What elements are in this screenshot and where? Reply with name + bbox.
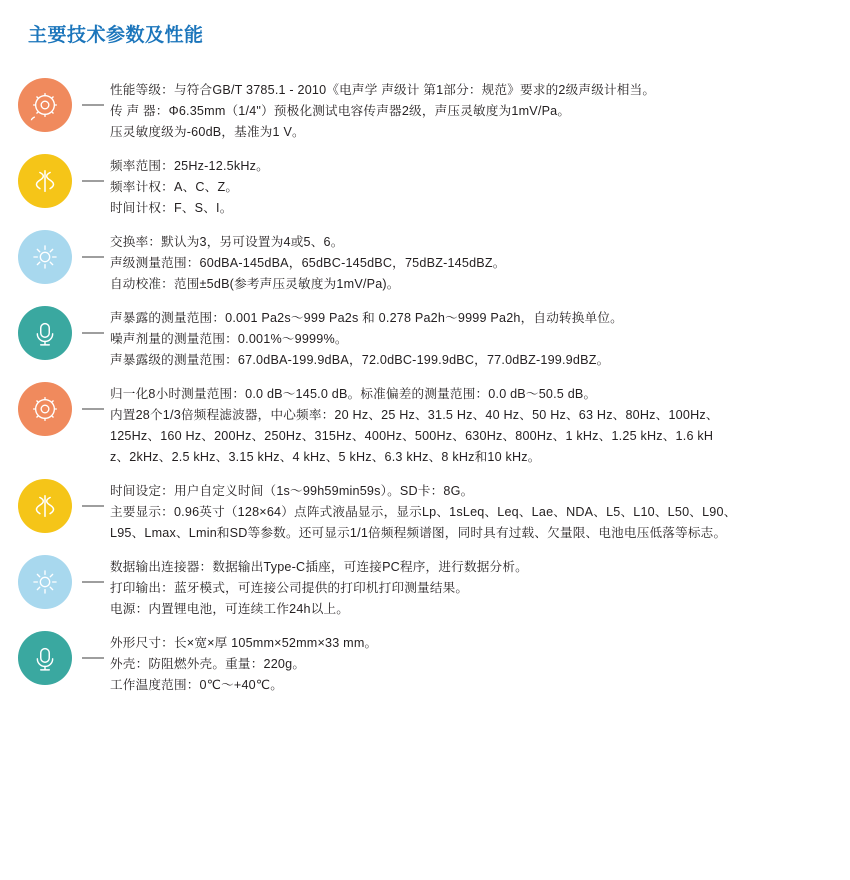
- spec-text: [110, 230, 850, 295]
- spec-line: 声暴露的测量范围：0.001 Pa2s～999 Pa2s 和 0.278 Pa2h～9999 Pa2h，自动转换单位。: [110, 311, 623, 325]
- icon-cell: [0, 631, 110, 685]
- icon-cell: [0, 78, 110, 132]
- spec-line: 工作温度范围：0℃～+40℃。: [110, 678, 283, 692]
- spec-row: [0, 555, 850, 620]
- spec-line: 时间计权：F、S、I。: [110, 201, 233, 215]
- spec-line: 传 声 器：Φ6.35mm（1/4"）预极化测试电容传声器2级，声压灵敏度为1mV/Pa。: [110, 104, 571, 118]
- spec-line: 内置28个1/3倍频程滤波器，中心频率：20 Hz、25 Hz、31.5 Hz、40 Hz、50 Hz、63 Hz、80Hz、100Hz、: [110, 408, 719, 422]
- gear-icon: [18, 382, 72, 436]
- spec-line: 噪声剂量的测量范围：0.001%～9999%。: [110, 332, 348, 346]
- spec-line: z、2kHz、2.5 kHz、3.15 kHz、4 kHz、5 kHz、6.3 kHz、8 kHz和10 kHz。: [110, 450, 541, 464]
- spec-row: [0, 78, 850, 143]
- icon-cell: [0, 154, 110, 208]
- sun-icon: [18, 555, 72, 609]
- spec-row: [0, 154, 850, 219]
- spec-row: [0, 230, 850, 295]
- spec-text: [110, 479, 850, 544]
- spec-row: [0, 631, 850, 696]
- spec-row: [0, 479, 850, 544]
- spec-line: 数据输出连接器：数据输出Type-C插座，可连接PC程序，进行数据分析。: [110, 560, 528, 574]
- sun-icon: [18, 230, 72, 284]
- spec-line: 归一化8小时测量范围：0.0 dB～145.0 dB。标准偏差的测量范围：0.0 dB～50.5 dB。: [110, 387, 597, 401]
- wave-icon: [18, 479, 72, 533]
- wave-icon: [18, 154, 72, 208]
- icon-cell: [0, 479, 110, 533]
- connector-dash: [82, 505, 104, 507]
- spec-line: 外形尺寸：长×宽×厚 105mm×52mm×33 mm。: [110, 636, 378, 650]
- spec-text: [110, 555, 850, 620]
- connector-dash: [82, 332, 104, 334]
- spec-line: 声暴露级的测量范围：67.0dBA-199.9dBA，72.0dBC-199.9dBC，77.0dBZ-199.9dBZ。: [110, 353, 610, 367]
- spec-text: [110, 306, 850, 371]
- icon-cell: [0, 306, 110, 360]
- spec-text: [110, 631, 850, 696]
- connector-dash: [82, 657, 104, 659]
- icon-cell: [0, 382, 110, 436]
- spec-text: [110, 382, 850, 468]
- spec-line: 主要显示：0.96英寸（128×64）点阵式液晶显示，显示Lp、1sLeq、Leq、Lae、NDA、L5、L10、L50、L90、: [110, 505, 737, 519]
- spec-line: 频率范围：25Hz-12.5kHz。: [110, 159, 269, 173]
- gear-icon: [18, 78, 72, 132]
- connector-dash: [82, 104, 104, 106]
- connector-dash: [82, 180, 104, 182]
- spec-line: 自动校准：范围±5dB(参考声压灵敏度为1mV/Pa)。: [110, 277, 400, 291]
- page-title: 主要技术参数及性能: [28, 25, 204, 46]
- spec-row: [0, 382, 850, 468]
- spec-line: 压灵敏度级为-60dB，基准为1 V。: [110, 125, 305, 139]
- spec-line: L95、Lmax、Lmin和SD等参数。还可显示1/1倍频程频谱图，同时具有过载、欠量限、电池电压低落等标志。: [110, 526, 727, 540]
- spec-line: 外壳：防阻燃外壳。重量：220g。: [110, 657, 306, 671]
- spec-line: 时间设定：用户自定义时间（1s～99h59min59s）。SD卡：8G。: [110, 484, 474, 498]
- spec-line: 交换率：默认为3，另可设置为4或5、6。: [110, 235, 344, 249]
- spec-list: [0, 78, 850, 707]
- spec-line: 125Hz、160 Hz、200Hz、250Hz、315Hz、400Hz、500Hz、630Hz、800Hz、1 kHz、1.25 kHz、1.6 kH: [110, 429, 714, 443]
- spec-text: [110, 154, 850, 219]
- spec-line: 声级测量范围：60dBA-145dBA，65dBC-145dBC，75dBZ-145dBZ。: [110, 256, 506, 270]
- spec-line: 打印输出：蓝牙模式，可连接公司提供的打印机打印测量结果。: [110, 581, 469, 595]
- mic-icon: [18, 306, 72, 360]
- spec-line: 性能等级：与符合GB/T 3785.1 - 2010《电声学 声级计 第1部分：规范》要求的2级声级计相当。: [110, 83, 656, 97]
- connector-dash: [82, 408, 104, 410]
- mic-icon: [18, 631, 72, 685]
- spec-line: 频率计权：A、C、Z。: [110, 180, 239, 194]
- connector-dash: [82, 581, 104, 583]
- connector-dash: [82, 256, 104, 258]
- spec-text: [110, 78, 850, 143]
- spec-line: 电源：内置锂电池，可连续工作24h以上。: [110, 602, 350, 616]
- icon-cell: [0, 230, 110, 284]
- icon-cell: [0, 555, 110, 609]
- spec-row: [0, 306, 850, 371]
